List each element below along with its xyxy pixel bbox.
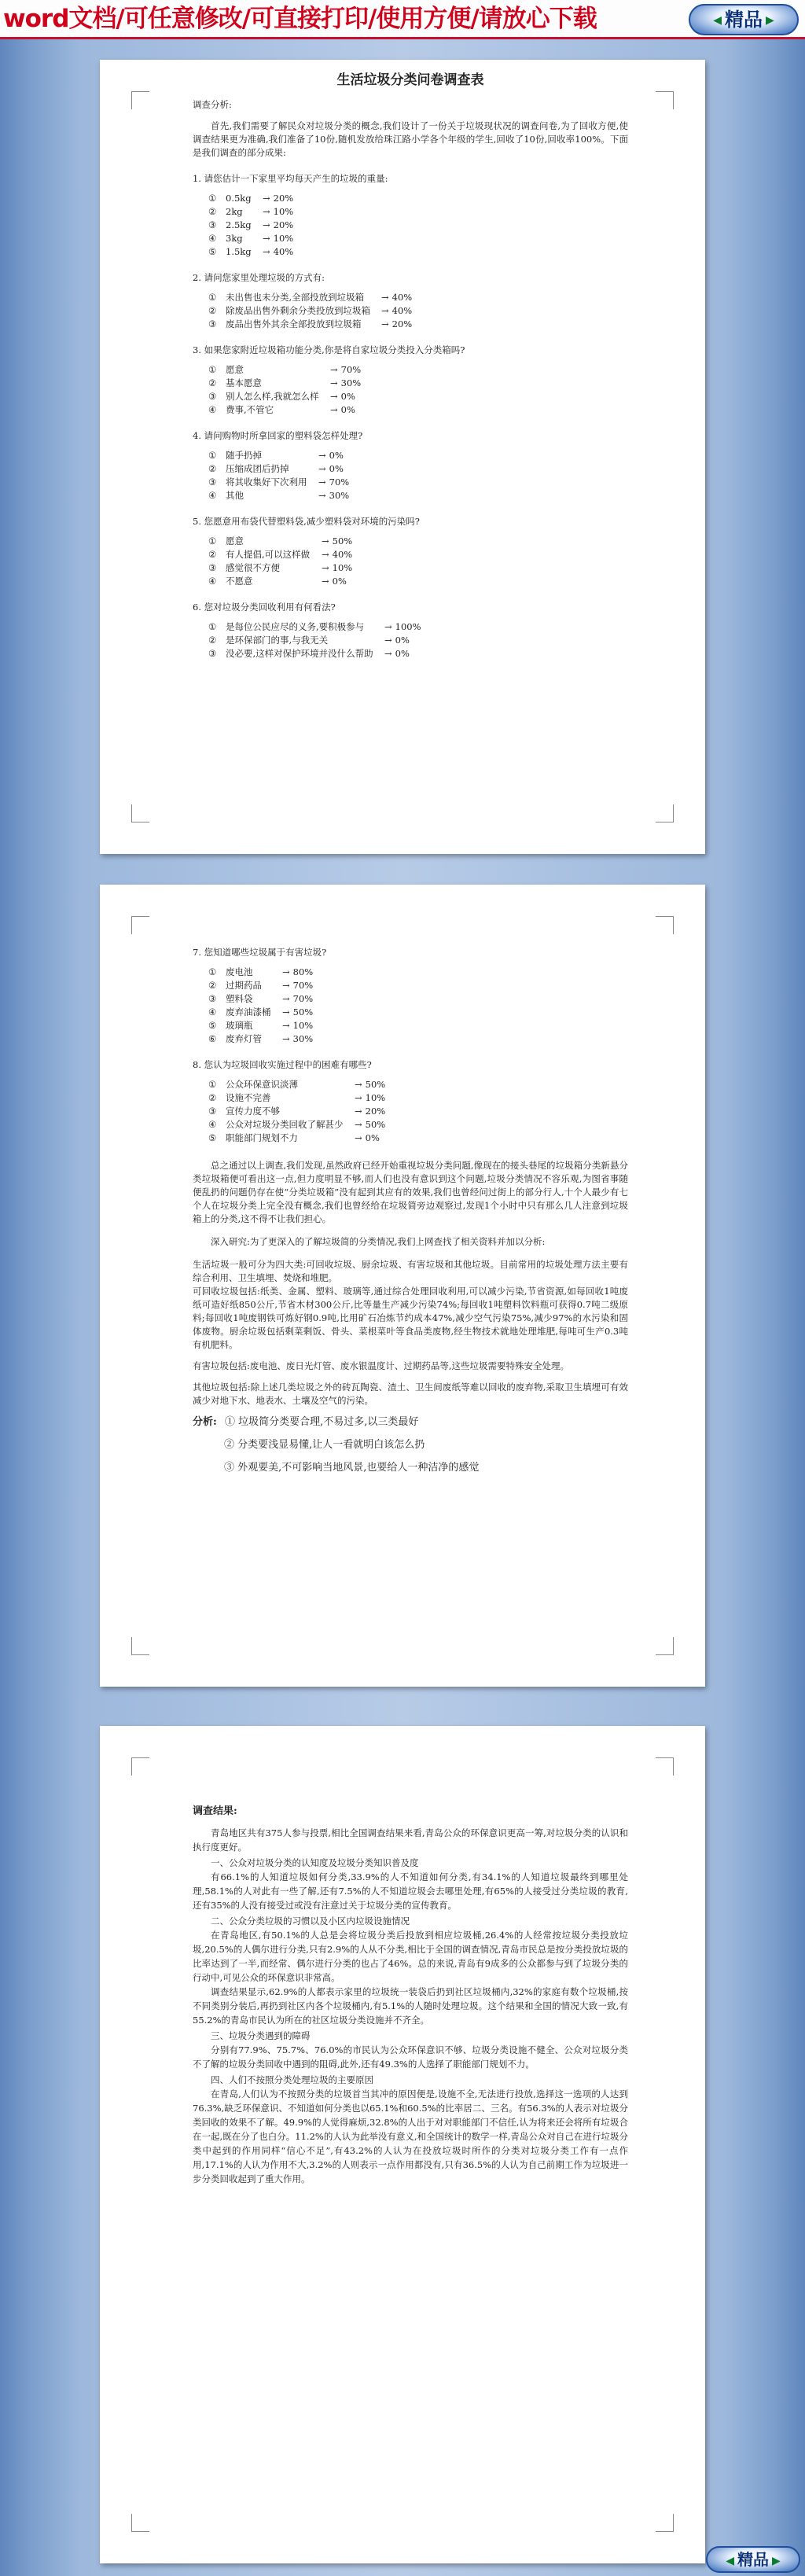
option-marker: ⑤ [208, 246, 217, 257]
option-percentage: 20% [365, 1106, 386, 1117]
arrow-right-icon: → [381, 292, 389, 303]
option-label: 随手扔掉 [226, 450, 262, 461]
badge-label: 精品 [737, 2550, 769, 2569]
option-percentage: 40% [273, 246, 294, 257]
option-marker: ② [208, 305, 217, 316]
analysis-text: 垃圾简分类要合理,不易过多,以三类最好 [238, 1416, 419, 1428]
option-marker: ② [208, 1092, 217, 1103]
option-percentage: 0% [395, 635, 410, 646]
option-percentage: 30% [292, 1033, 314, 1044]
option-percentage: 10% [332, 562, 353, 573]
answer-option [208, 390, 628, 403]
summary-paragraph: 总之通过以上调查,我们发现,虽然政府已经开始重视垃圾分类问题,像现在的接头巷尾的垃圾箱分类新悬分类垃圾箱便可看出这一点,但力度明显不够,而人们也没有意识到这个问题,垃圾分类情况不容乐观,为图省事随便乱扔的问题仍存在使“分类垃圾箱”没有起到其应有的效果,我们也曾经问过街上的部分行人,十个人最少有七个人在垃圾分类上完全没有概念,我们也曾经给在垃圾简旁边观察过,发现1个小时中只有那么几人注意到垃圾箱上的分类,这不得不让我们担心。 [193, 1160, 628, 1224]
results-paragraph: 调查结果显示,62.9%的人都表示家里的垃圾统一装袋后扔到社区垃圾桶内,32%的家庭有数个垃圾桶,按不同类别分装后,再扔到社区内各个垃圾桶内,有5.1%的人随时处理垃圾。这个结果和全国的情况大致一致,有55.2%的青岛市民认为所在的社区垃圾分类设施并不齐全。 [193, 1986, 628, 2026]
arrow-right-icon: → [322, 549, 329, 560]
option-label: 过期药品 [226, 980, 262, 991]
option-marker: ③ [208, 1106, 217, 1117]
option-marker: ④ [208, 576, 217, 587]
option-percentage: 70% [292, 980, 314, 991]
option-percentage: 0% [329, 450, 344, 461]
option-label: 是环保部门的事,与我无关 [226, 635, 329, 646]
option-percentage: 100% [395, 621, 421, 632]
question-title: 6. 您对垃圾分类回收利用有何看法? [193, 602, 336, 613]
arrow-left-icon: ◀ [726, 2554, 734, 2567]
crop-mark [131, 1637, 149, 1655]
page-1-content [193, 74, 628, 661]
document-title: 生活垃圾分类问卷调查表 [336, 72, 484, 88]
option-marker: ④ [208, 233, 217, 244]
option-percentage: 40% [391, 305, 413, 316]
analysis-text: 分类要浅显易懂,让人一看就明白该怎么扔 [237, 1439, 425, 1451]
option-marker: ③ [208, 562, 217, 573]
arrow-right-icon: → [282, 966, 290, 977]
answer-option [208, 966, 628, 979]
results-heading: 调查结果: [193, 1805, 237, 1817]
answer-option [208, 304, 628, 318]
crop-mark [131, 1757, 149, 1776]
answer-option [208, 291, 628, 304]
option-label: 废弃油漆桶 [226, 1006, 271, 1018]
answer-option [208, 205, 628, 219]
answer-option [208, 403, 628, 417]
option-marker: ④ [208, 490, 217, 501]
option-marker: ④ [208, 1006, 217, 1018]
option-label: 没必要,这样对保护环境并没什么帮助 [226, 648, 373, 659]
option-marker: ⑥ [208, 1033, 217, 1044]
question-title: 5. 您愿意用布袋代替塑料袋,减少塑料袋对环境的污染吗? [193, 516, 420, 527]
arrow-right-icon: ▶ [772, 2554, 781, 2567]
option-marker: ③ [208, 391, 217, 402]
results-paragraph: 分别有77.9%、75.7%、76.0%的市民认为公众环保意识不够、垃圾分类设施不健全、公众对垃圾分类不了解的垃圾分类回收中遇到的阻碍,此外,还有49.3%的人选择了职能部门规划不力。 [193, 2044, 628, 2070]
answer-option [208, 449, 628, 462]
option-percentage: 70% [340, 364, 362, 375]
badge-label: 精品 [725, 9, 763, 31]
arrow-right-icon: → [318, 463, 326, 474]
banner-text: word文档/可任意修改/可直接打印/使用方便/请放心下载 [3, 5, 597, 33]
intro-paragraph: 首先,我们需要了解民众对垃圾分类的概念,我们设计了一份关于垃圾现状况的调查问卷,为了回收方便,使调查结果更为准确,我们准备了10份,随机发放给珠江路小学各个年级的学生,回收了10份,回收率100%。下面是我们调查的部分成果: [193, 120, 628, 158]
results-paragraph: 青岛地区共有375人参与投票,相比全国调查结果来看,青岛公众的环保意识更高一筹,对垃圾分类的认识和执行度更好。 [193, 1827, 628, 1853]
option-label: 设施不完善 [226, 1092, 271, 1103]
option-percentage: 20% [273, 193, 294, 204]
crop-mark [131, 916, 149, 934]
document-page-3 [100, 1726, 705, 2563]
option-label: 职能部门规划不力 [226, 1132, 298, 1143]
answer-option [208, 992, 628, 1006]
arrow-right-icon: → [322, 562, 329, 573]
arrow-right-icon: → [263, 233, 270, 244]
arrow-right-icon: → [318, 477, 326, 488]
option-marker: ② [208, 206, 217, 217]
option-percentage: 20% [273, 219, 294, 230]
analysis-marker: ① [224, 1416, 235, 1428]
option-marker: ② [208, 980, 217, 991]
option-marker: ② [208, 635, 217, 646]
page-3-content [193, 1805, 628, 2186]
option-label: 费事,不管它 [226, 404, 274, 415]
arrow-right-icon: → [384, 635, 392, 646]
answer-option [208, 548, 628, 561]
answer-option [208, 219, 628, 232]
results-paragraph: 有66.1%的人知道垃圾如何分类,33.9%的人不知道如何分类,有34.1%的人知道垃圾最终到哪里处理,58.1%的人对此有一些了解,还有7.5%的人不知道垃圾会去哪里处理,有65%的人接受过分类垃圾的教育,还有35%的人没有接受过或没有注意过关于垃圾分类的宣传教育。 [193, 1871, 628, 1911]
answer-option [208, 377, 628, 390]
answer-option [208, 1118, 628, 1132]
arrow-right-icon: ▶ [766, 14, 774, 27]
answer-option [208, 1006, 628, 1019]
question-title: 4. 请问购物时所拿回家的塑料袋怎样处理? [193, 430, 363, 441]
arrow-right-icon: → [263, 219, 270, 230]
arrow-right-icon: → [355, 1092, 362, 1103]
answer-option [208, 232, 628, 245]
research-paragraph-4: 其他垃圾包括:除上述几类垃圾之外的砖瓦陶瓷、渣土、卫生间废纸等难以回收的废弃物,采取卫生填埋可有效减少对地下水、地表水、土壤及空气的污染。 [193, 1382, 628, 1406]
arrow-right-icon: → [322, 576, 329, 587]
option-label: 公众对垃圾分类回收了解甚少 [226, 1119, 344, 1130]
option-percentage: 10% [292, 1020, 314, 1031]
results-subheading: 四、人们不按照分类处理垃圾的主要原因 [211, 2074, 373, 2085]
download-banner [0, 0, 805, 39]
arrow-right-icon: → [355, 1106, 362, 1117]
option-marker: ① [208, 966, 217, 977]
crop-mark [656, 1757, 674, 1776]
arrow-right-icon: → [282, 1020, 290, 1031]
arrow-right-icon: → [330, 391, 338, 402]
results-subheading: 一、公众对垃圾分类的认知度及垃圾分类知识普及度 [211, 1857, 419, 1868]
premium-badge [689, 4, 799, 35]
results-paragraphs [193, 1826, 628, 2186]
document-page-2 [100, 885, 705, 1687]
option-label: 公众环保意识淡薄 [226, 1079, 298, 1090]
research-paragraph-2: 可回收垃圾包括:纸类、金属、塑料、玻璃等,通过综合处理回收利用,可以减少污染,节省资源,如每回收1吨废纸可造好纸850公斤,节省木材300公斤,比等量生产减少污染74%;每回收1吨塑料饮料瓶可获得0.7吨二级原料;每回收1吨废钢铁可炼好钢0.9吨,比用矿石冶炼节约成本47%,减少空气污染75%,减少97%的水污染和固体废物。厨余垃圾包括剩菜剩饭、骨头、菜根菜叶等食品类废物,经生物技术就地处理堆肥,每吨可生产0.3吨有机肥料。 [193, 1286, 628, 1350]
option-marker: ① [208, 364, 217, 375]
option-percentage: 40% [391, 292, 413, 303]
answer-option [208, 462, 628, 476]
option-label: 未出售也未分类,全部投放到垃圾箱 [226, 292, 365, 303]
arrow-right-icon: → [263, 206, 270, 217]
option-marker: ③ [208, 318, 217, 329]
question-title: 7. 您知道哪些垃圾属于有害垃圾? [193, 947, 327, 958]
answer-option [208, 575, 628, 588]
research-intro: 深入研究:为了更深入的了解垃圾简的分类情况,我们上网查找了相关资料并加以分析: [211, 1236, 546, 1247]
option-marker: ① [208, 621, 217, 632]
option-label: 愿意 [226, 535, 244, 546]
option-label: 2.5kg [226, 219, 252, 230]
option-label: 废品出售外其余全部投放到垃圾箱 [226, 318, 362, 329]
option-label: 废电池 [226, 966, 253, 977]
option-percentage: 10% [273, 233, 294, 244]
arrow-right-icon: → [384, 648, 392, 659]
option-label: 感觉很不方便 [226, 562, 280, 573]
option-label: 2kg [226, 206, 243, 217]
option-marker: ② [208, 377, 217, 388]
option-percentage: 50% [332, 535, 353, 546]
option-percentage: 10% [365, 1092, 386, 1103]
option-label: 1.5kg [226, 246, 252, 257]
research-paragraph-3: 有害垃圾包括:废电池、废日光灯管、废水银温度计、过期药品等,这些垃圾需要特殊安全处理。 [193, 1360, 570, 1371]
option-label: 其他 [226, 490, 244, 501]
option-label: 基本愿意 [226, 377, 262, 388]
option-percentage: 80% [292, 966, 314, 977]
answer-option [208, 1078, 628, 1091]
arrow-right-icon: → [282, 993, 290, 1004]
arrow-right-icon: → [330, 364, 338, 375]
option-percentage: 20% [391, 318, 413, 329]
answer-option [208, 634, 628, 647]
results-paragraph: 在青岛地区,有50.1%的人总是会将垃圾分类后投放到相应垃圾桶,26.4%的人经常按垃圾分类投放垃圾,20.5%的人偶尔进行分类,只有2.9%的人从不分类,相比于全国的调查情况,青岛市民总是按分类投放垃圾的比率达到了一半,而经常、偶尔进行分类的也占了46%。总的来说,青岛有9成多的公众都参与到了垃圾分类的行动中,可见公众的环保意识非常高。 [193, 1930, 628, 1983]
option-label: 愿意 [226, 364, 244, 375]
arrow-right-icon: → [282, 1033, 290, 1044]
page-2-content [193, 933, 628, 1484]
crop-mark [131, 91, 149, 109]
crop-mark [656, 916, 674, 934]
answer-option [208, 979, 628, 992]
answer-option [208, 245, 628, 259]
analysis-label: 分析: [193, 1416, 217, 1428]
option-label: 有人提倡,可以这样做 [226, 549, 311, 560]
answer-option [208, 1091, 628, 1105]
answer-option [208, 489, 628, 502]
option-percentage: 50% [365, 1079, 386, 1090]
option-marker: ④ [208, 1119, 217, 1130]
option-marker: ⑤ [208, 1020, 217, 1031]
results-subheading: 二、公众分类垃圾的习惯以及小区内垃圾设施情况 [211, 1915, 410, 1926]
option-percentage: 0% [332, 576, 347, 587]
question-title: 1. 请您估计一下家里平均每天产生的垃圾的重量: [193, 173, 388, 184]
option-marker: ① [208, 292, 217, 303]
arrow-right-icon: → [355, 1119, 362, 1130]
option-percentage: 50% [365, 1119, 386, 1130]
option-label: 将其收集好下次利用 [226, 477, 307, 488]
option-marker: ① [208, 535, 217, 546]
option-percentage: 0% [395, 648, 410, 659]
analysis-marker: ③ [224, 1462, 235, 1474]
analysis-item [224, 1461, 628, 1474]
option-label: 压缩成团后扔掉 [226, 463, 289, 474]
option-percentage: 30% [340, 377, 362, 388]
option-percentage: 30% [329, 490, 350, 501]
arrow-right-icon: → [263, 193, 270, 204]
answer-option [208, 318, 628, 331]
option-marker: ③ [208, 993, 217, 1004]
arrow-right-icon: → [330, 404, 338, 415]
arrow-right-icon: → [381, 318, 389, 329]
question-title: 8. 您认为垃圾回收实施过程中的困难有哪些? [193, 1059, 372, 1070]
research-paragraph-1: 生活垃圾一般可分为四大类:可回收垃圾、厨余垃圾、有害垃圾和其他垃圾。目前常用的垃圾处理方法主要有综合利用、卫生填埋、焚烧和堆肥。 [193, 1259, 628, 1283]
arrow-right-icon: → [263, 246, 270, 257]
option-label: 0.5kg [226, 193, 252, 204]
option-marker: ③ [208, 648, 217, 659]
arrow-right-icon: → [282, 980, 290, 991]
answer-option [208, 363, 628, 377]
answer-option [208, 476, 628, 489]
option-label: 宣传力度不够 [226, 1106, 280, 1117]
premium-badge-bottom [706, 2546, 800, 2573]
arrow-right-icon: → [381, 305, 389, 316]
option-percentage: 0% [365, 1132, 380, 1143]
answer-option [208, 647, 628, 661]
option-label: 废弃灯管 [226, 1033, 262, 1044]
answer-option [208, 1032, 628, 1046]
analysis-item [224, 1438, 628, 1452]
option-percentage: 10% [273, 206, 294, 217]
option-label: 3kg [226, 233, 243, 244]
option-label: 是每位公民应尽的义务,要积极参与 [226, 621, 365, 632]
results-subheading: 三、垃圾分类遇到的障碍 [211, 2030, 311, 2041]
option-marker: ① [208, 193, 217, 204]
arrow-right-icon: → [282, 1006, 290, 1018]
crop-mark [131, 804, 149, 822]
results-paragraph: 在青岛,人们认为不按照分类的垃圾首当其冲的原因便是,设施不全,无法进行投放,选择这一选项的人达到76.3%,缺乏环保意识、不知道如何分类也以65.1%和60.5%的比率居二、三名。有56.3%的人表示对垃圾分类回收的效果不了解。49.9%的人觉得麻烦,32.8%的人出于对对职能部门不信任,认为将来还会将所有垃圾合在一起,既在分了也白分。11.2%的人认为此举没有意义,和全国统计的数学一样,青岛公众对自己在进行垃圾分类中起到的作用同样“信心不足”,有43.2%的人认为在投放垃圾时所作的分类对垃圾分类工作有一点作用,17.1%的人认为作用不大,3.2%的人则表示一点作用都没有,只有36.5%的人认为自己前期工作为垃圾进一步分类回收起到了重大作用。 [193, 2088, 628, 2184]
answer-option [208, 1019, 628, 1032]
option-label: 别人怎么样,我就怎么样 [226, 391, 319, 402]
arrow-right-icon: → [318, 450, 326, 461]
arrow-right-icon: → [322, 535, 329, 546]
document-page-1 [100, 60, 705, 854]
option-label: 不愿意 [226, 576, 253, 587]
option-marker: ① [208, 1079, 217, 1090]
option-marker: ③ [208, 219, 217, 230]
analysis-marker: ② [224, 1439, 235, 1451]
question-list [193, 172, 628, 661]
analysis-text: 外观要美,不可影响当地风景,也要给人一种洁净的感觉 [237, 1462, 480, 1474]
answer-option [208, 1132, 628, 1145]
crop-mark [656, 2514, 674, 2532]
crop-mark [656, 91, 674, 109]
analysis-label: 调查分析: [193, 99, 232, 110]
arrow-right-icon: → [330, 377, 338, 388]
option-percentage: 0% [340, 404, 355, 415]
crop-mark [656, 1637, 674, 1655]
option-percentage: 0% [340, 391, 355, 402]
option-marker: ① [208, 450, 217, 461]
option-label: 塑料袋 [226, 993, 253, 1004]
option-percentage: 70% [329, 477, 350, 488]
option-marker: ④ [208, 404, 217, 415]
option-marker: ② [208, 463, 217, 474]
arrow-right-icon: → [355, 1079, 362, 1090]
arrow-left-icon: ◀ [713, 14, 722, 27]
crop-mark [131, 2514, 149, 2532]
analysis-item [193, 1415, 628, 1429]
option-label: 除废品出售外剩余分类投放到垃圾箱 [226, 305, 370, 316]
option-percentage: 50% [292, 1006, 314, 1018]
question-title: 2. 请问您家里处理垃圾的方式有: [193, 272, 325, 283]
crop-mark [656, 804, 674, 822]
question-title: 3. 如果您家附近垃圾箱功能分类,你是将自家垃圾分类投入分类箱吗? [193, 344, 465, 355]
option-marker: ⑤ [208, 1132, 217, 1143]
answer-option [208, 561, 628, 575]
answer-option [208, 1105, 628, 1118]
option-percentage: 0% [329, 463, 344, 474]
option-label: 玻璃瓶 [226, 1020, 253, 1031]
question-list [193, 946, 628, 1145]
arrow-right-icon: → [318, 490, 326, 501]
answer-option [208, 620, 628, 634]
answer-option [208, 192, 628, 205]
option-marker: ③ [208, 477, 217, 488]
option-marker: ② [208, 549, 217, 560]
option-percentage: 70% [292, 993, 314, 1004]
answer-option [208, 535, 628, 548]
arrow-right-icon: → [355, 1132, 362, 1143]
option-percentage: 40% [332, 549, 353, 560]
arrow-right-icon: → [384, 621, 392, 632]
